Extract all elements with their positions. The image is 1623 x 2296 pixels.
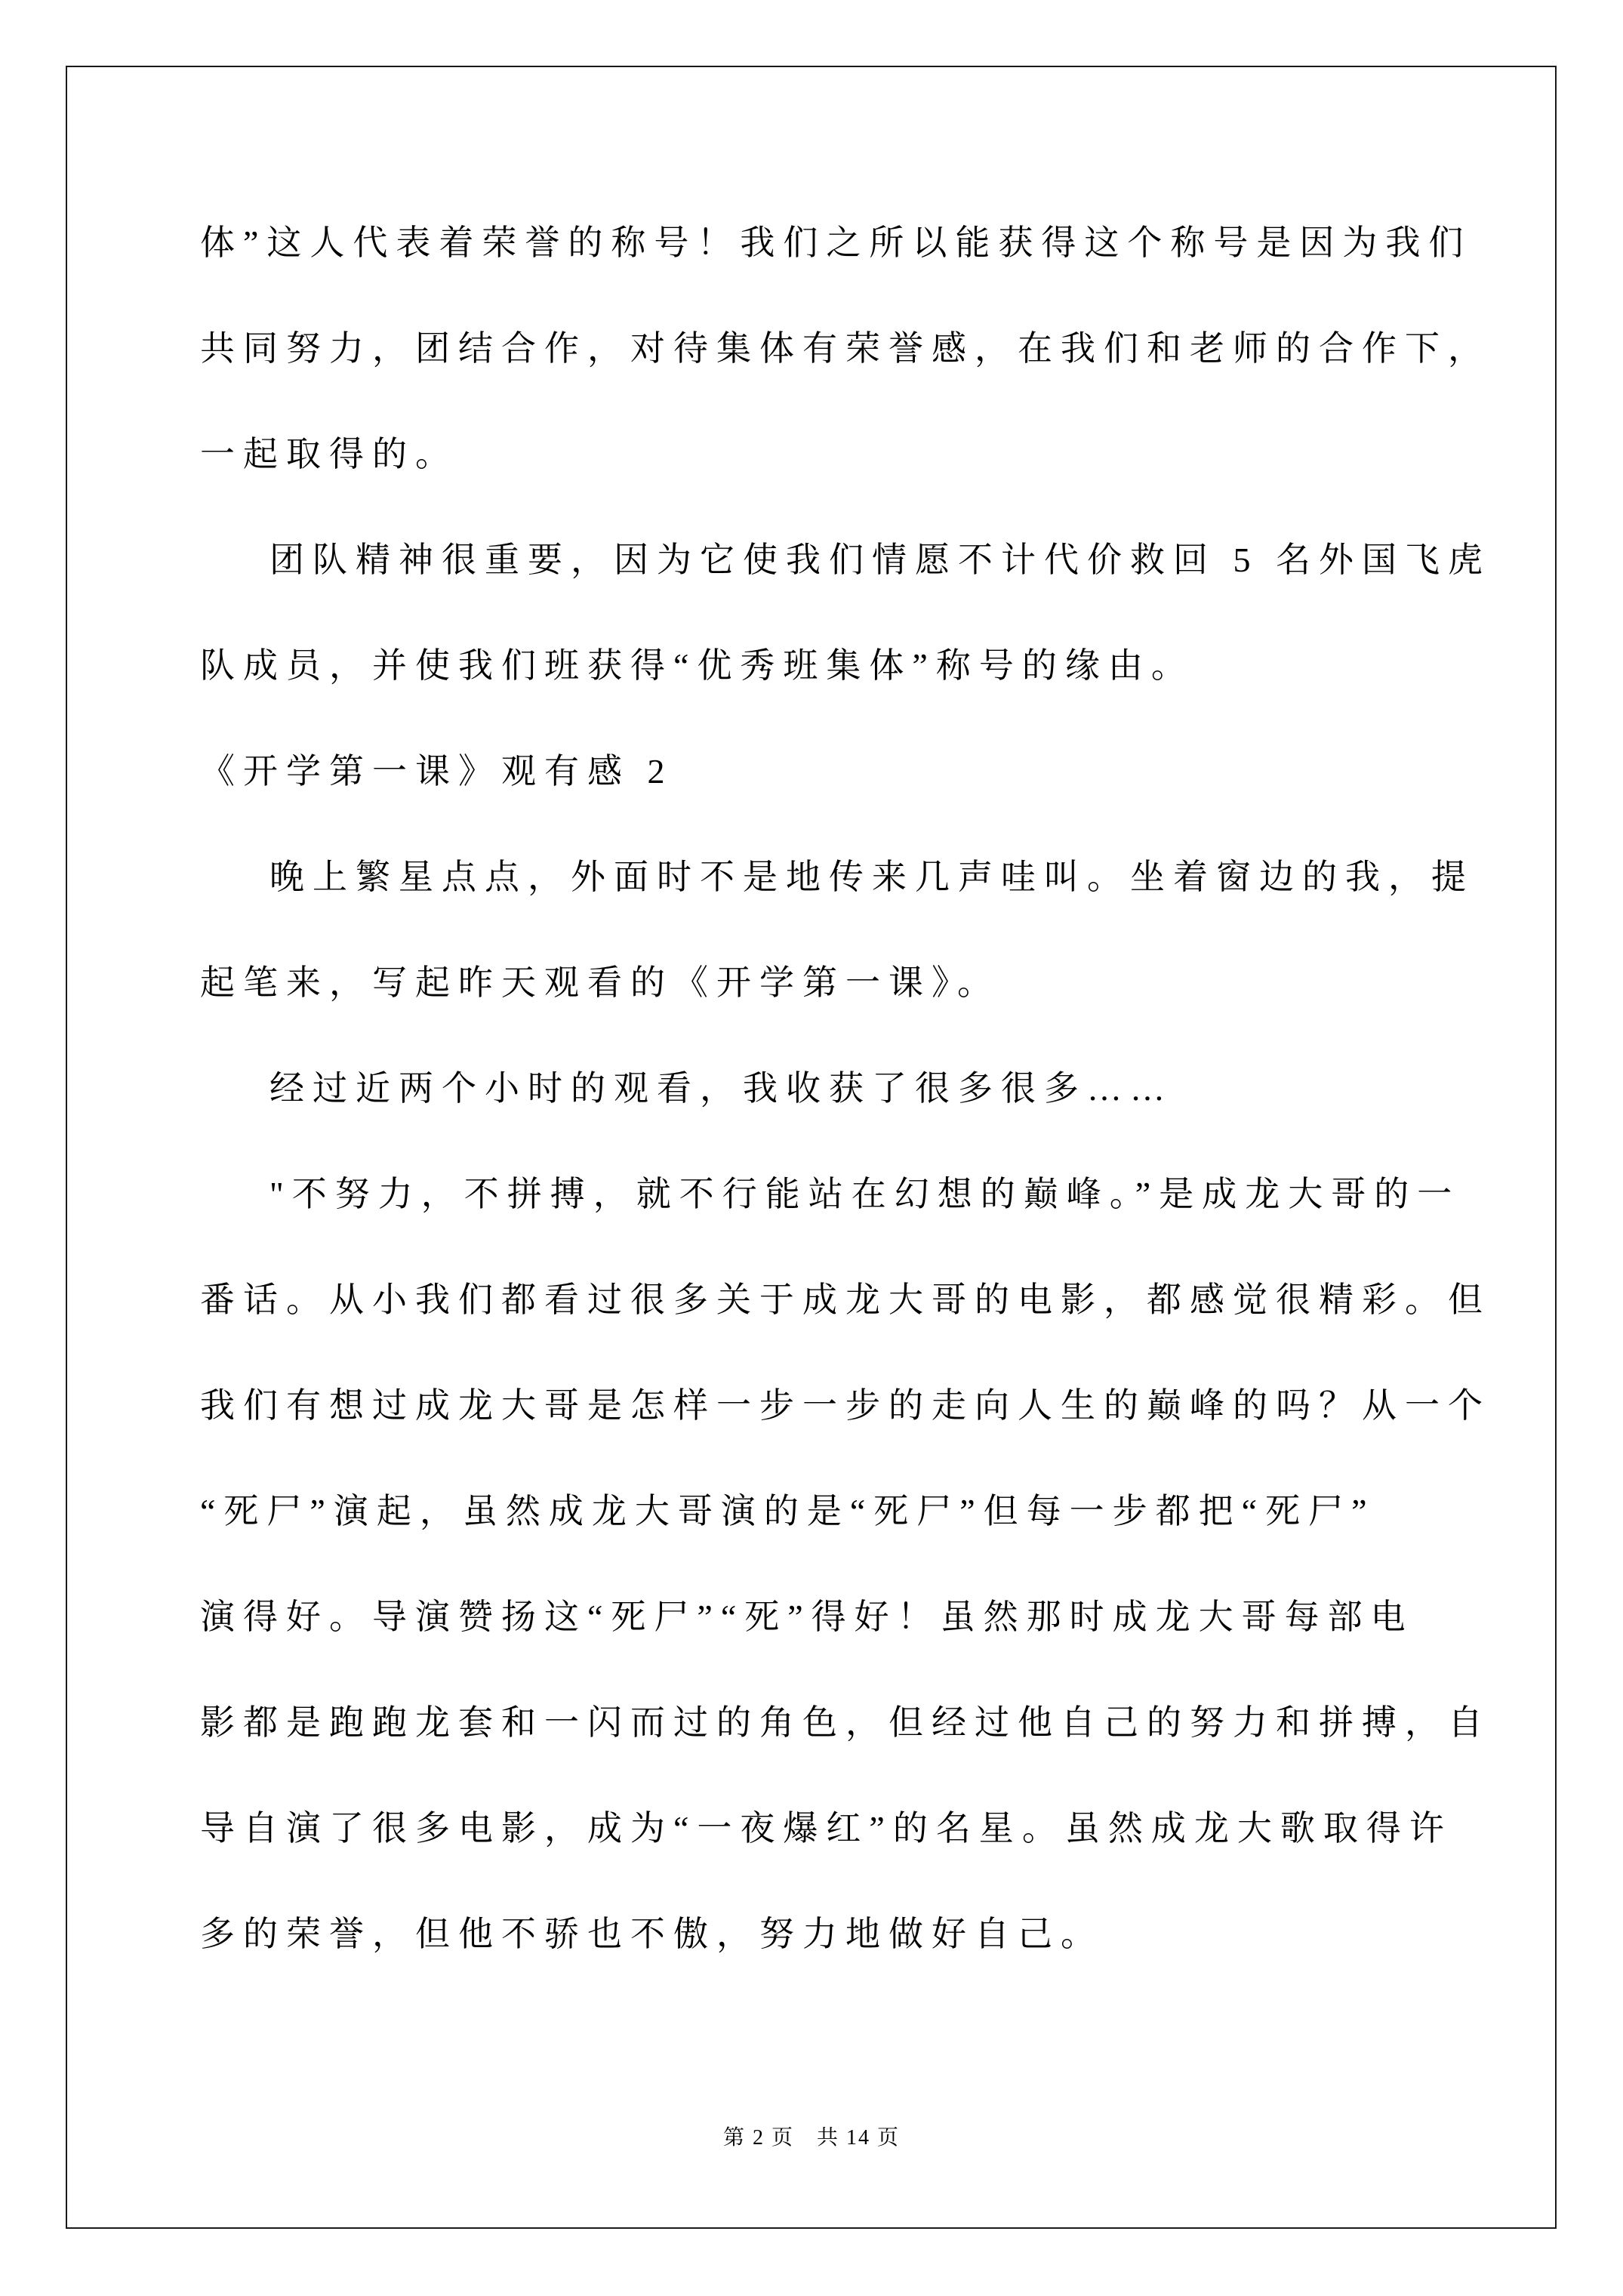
text-line: 我们有想过成龙大哥是怎样一步一步的走向人生的巅峰的吗？从一个 [200,1386,1491,1425]
text-line: 多的荣誉，但他不骄也不傲，努力地做好自己。 [200,1915,1104,1953]
text-line: 导自演了很多电影，成为“一夜爆红”的名星。虽然成龙大歌取得许 [200,1809,1452,1848]
text-line: 演得好。导演赞扬这“死尸”“死”得好！虽然那时成龙大哥每部电 [200,1598,1414,1636]
text-line: 体”这人代表着荣誉的称号！我们之所以能获得这个称号是因为我们 [200,223,1472,262]
text-line: "不努力，不拼搏，就不行能站在幻想的巅峰。”是成龙大哥的一 [269,1175,1461,1213]
text-line: “死尸”演起，虽然成龙大哥演的是“死尸”但每一步都把“死尸” [200,1492,1375,1530]
text-line: 共同努力，团结合作，对待集体有荣誉感，在我们和老师的合作下， [200,329,1491,368]
text-line: 影都是跑跑龙套和一闪而过的角色，但经过他自己的努力和拼搏，自 [200,1703,1491,1742]
text-line: 晚上繁星点点，外面时不是地传来几声哇叫。坐着窗边的我，提 [269,858,1474,896]
text-line: 一起取得的。 [200,435,458,473]
text-line: 起笔来，写起昨天观看的《开学第一课》。 [200,963,1000,1002]
text-line: 番话。从小我们都看过很多关于成龙大哥的电影，都感觉很精彩。但 [200,1281,1491,1319]
text-line: 经过近两个小时的观看，我收获了很多很多…… [269,1069,1173,1108]
page-footer [0,2123,1623,2153]
text-line: 《开学第一课》观有感 2 [200,752,673,791]
page-number-label: 第 2 页 共 14 页 [722,2126,900,2150]
text-line: 团队精神很重要，因为它使我们情愿不计代价救回 5 名外国飞虎 [269,541,1491,579]
document-body [200,190,1502,1987]
text-line: 队成员，并使我们班获得“优秀班集体”称号的缘由。 [200,646,1194,685]
